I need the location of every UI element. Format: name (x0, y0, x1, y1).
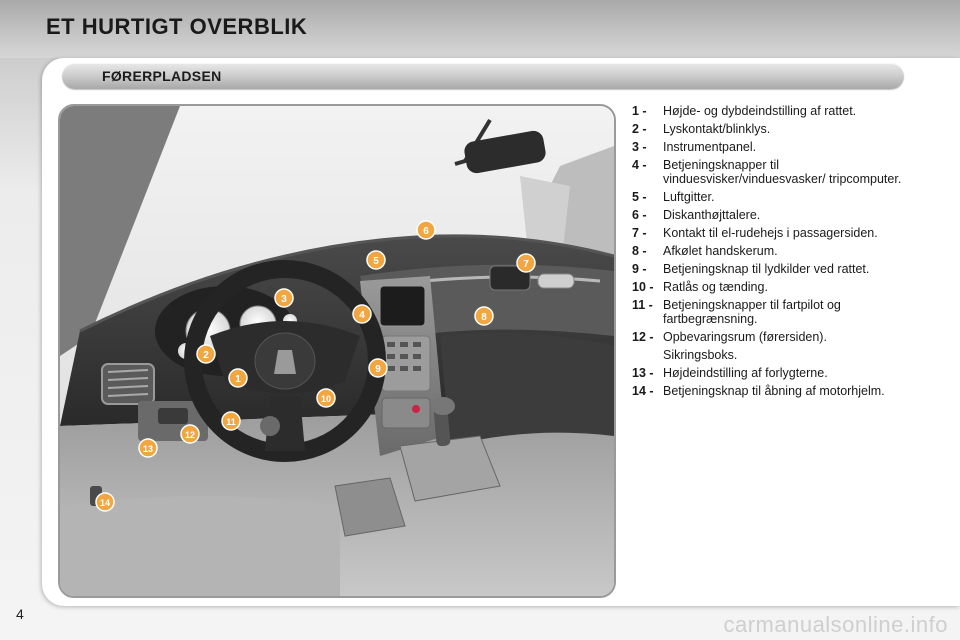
callout-11 (222, 412, 240, 430)
legend-number: 13 - (632, 366, 654, 380)
section-title: FØRERPLADSEN (102, 68, 222, 84)
legend-text: Betjeningsknap til åbning af motorhjelm. (663, 384, 885, 398)
legend-number: 12 - (632, 330, 654, 344)
legend-text: Ratlås og tænding. (663, 280, 768, 294)
legend-text: Diskanthøjttalere. (663, 208, 761, 222)
svg-text:5: 5 (373, 256, 379, 267)
legend-item-10 (632, 280, 932, 294)
callout-14 (96, 493, 114, 511)
svg-text:12: 12 (184, 430, 196, 440)
legend-item-4 (632, 158, 932, 186)
svg-text:11: 11 (226, 417, 236, 427)
svg-text:4: 4 (359, 310, 365, 321)
legend-number: 2 - (632, 122, 647, 136)
legend-number: 7 - (632, 226, 647, 240)
legend-text: Instrumentpanel. (663, 140, 757, 154)
legend-text: Betjeningsknap til lydkilder ved rattet. (663, 262, 870, 276)
legend-number: 4 - (632, 158, 647, 172)
legend-item-14 (632, 384, 932, 398)
legend-text: Betjeningsknapper til vinduesvisker/vinduesvasker/ tripcomputer. (663, 158, 902, 186)
page-title: ET HURTIGT OVERBLIK (46, 14, 308, 39)
callout-5 (367, 251, 385, 269)
legend-text: Betjeningsknapper til fartpilot og fartbegrænsning. (663, 298, 841, 326)
legend-number: 5 - (632, 190, 647, 204)
callout-9 (369, 359, 387, 377)
cockpit-drawing (60, 106, 614, 596)
climate-controls (382, 398, 430, 428)
centre-display (380, 286, 425, 326)
ignition-switch (260, 416, 280, 436)
legend-number: 3 - (632, 140, 647, 154)
legend-list (632, 104, 932, 402)
svg-text:13: 13 (142, 444, 154, 454)
svg-text:9: 9 (375, 364, 381, 375)
legend-number: 8 - (632, 244, 647, 258)
callout-3 (275, 289, 293, 307)
svg-text:7: 7 (523, 259, 529, 270)
legend-number: 10 - (632, 280, 654, 294)
callout-2 (197, 345, 215, 363)
legend-text: Højde- og dybdeindstilling af rattet. (663, 104, 857, 118)
legend-item-9 (632, 262, 932, 276)
legend-number: 11 - (632, 298, 653, 312)
legend-subitem-fusebox: Sikringsboks. (663, 348, 738, 362)
watermark: carmanualsonline.info (723, 612, 948, 637)
legend-item-6 (632, 208, 932, 222)
callout-1 (229, 369, 247, 387)
legend-text: Opbevaringsrum (førersiden). (663, 330, 827, 344)
callout-7 (517, 254, 535, 272)
legend-item-5 (632, 190, 932, 204)
storage-compartment (158, 408, 188, 424)
legend-text: Kontakt til el-rudehejs i passagersiden. (663, 226, 878, 240)
svg-text:14: 14 (99, 498, 111, 508)
svg-text:2: 2 (203, 350, 209, 361)
legend-text: Afkølet handskerum. (663, 244, 778, 258)
legend-number: 6 - (632, 208, 647, 222)
callout-13 (139, 439, 157, 457)
legend-text: Lyskontakt/blinklys. (663, 122, 771, 136)
legend-number: 9 - (632, 262, 647, 276)
legend-item-1 (632, 104, 932, 118)
page-number: 4 (16, 606, 24, 622)
svg-text:10: 10 (320, 394, 332, 404)
hazard-button (412, 405, 420, 413)
callout-4 (353, 305, 371, 323)
callout-10 (317, 389, 335, 407)
legend-item-2 (632, 122, 932, 136)
svg-text:1: 1 (235, 374, 241, 385)
legend-item-13 (632, 366, 932, 380)
legend-text: Luftgitter. (663, 190, 715, 204)
gear-knob (431, 397, 455, 415)
legend-number: 14 - (632, 384, 654, 398)
legend-number: 1 - (632, 104, 647, 118)
callout-6 (417, 221, 435, 239)
glovebox (440, 333, 614, 446)
svg-text:6: 6 (423, 226, 429, 237)
svg-text:8: 8 (481, 312, 487, 323)
audio-buttons (387, 342, 421, 371)
legend-item-8 (632, 244, 932, 258)
legend-item-3 (632, 140, 932, 154)
legend-item-12 (632, 330, 932, 344)
legend-text: Højdeindstilling af forlygterne. (663, 366, 828, 380)
callout-12 (181, 425, 199, 443)
door-handle (538, 274, 574, 288)
callout-8 (475, 307, 493, 325)
svg-text:3: 3 (281, 294, 287, 305)
legend-item-7 (632, 226, 932, 240)
legend-item-11 (632, 298, 932, 326)
cockpit-illustration (58, 104, 616, 598)
